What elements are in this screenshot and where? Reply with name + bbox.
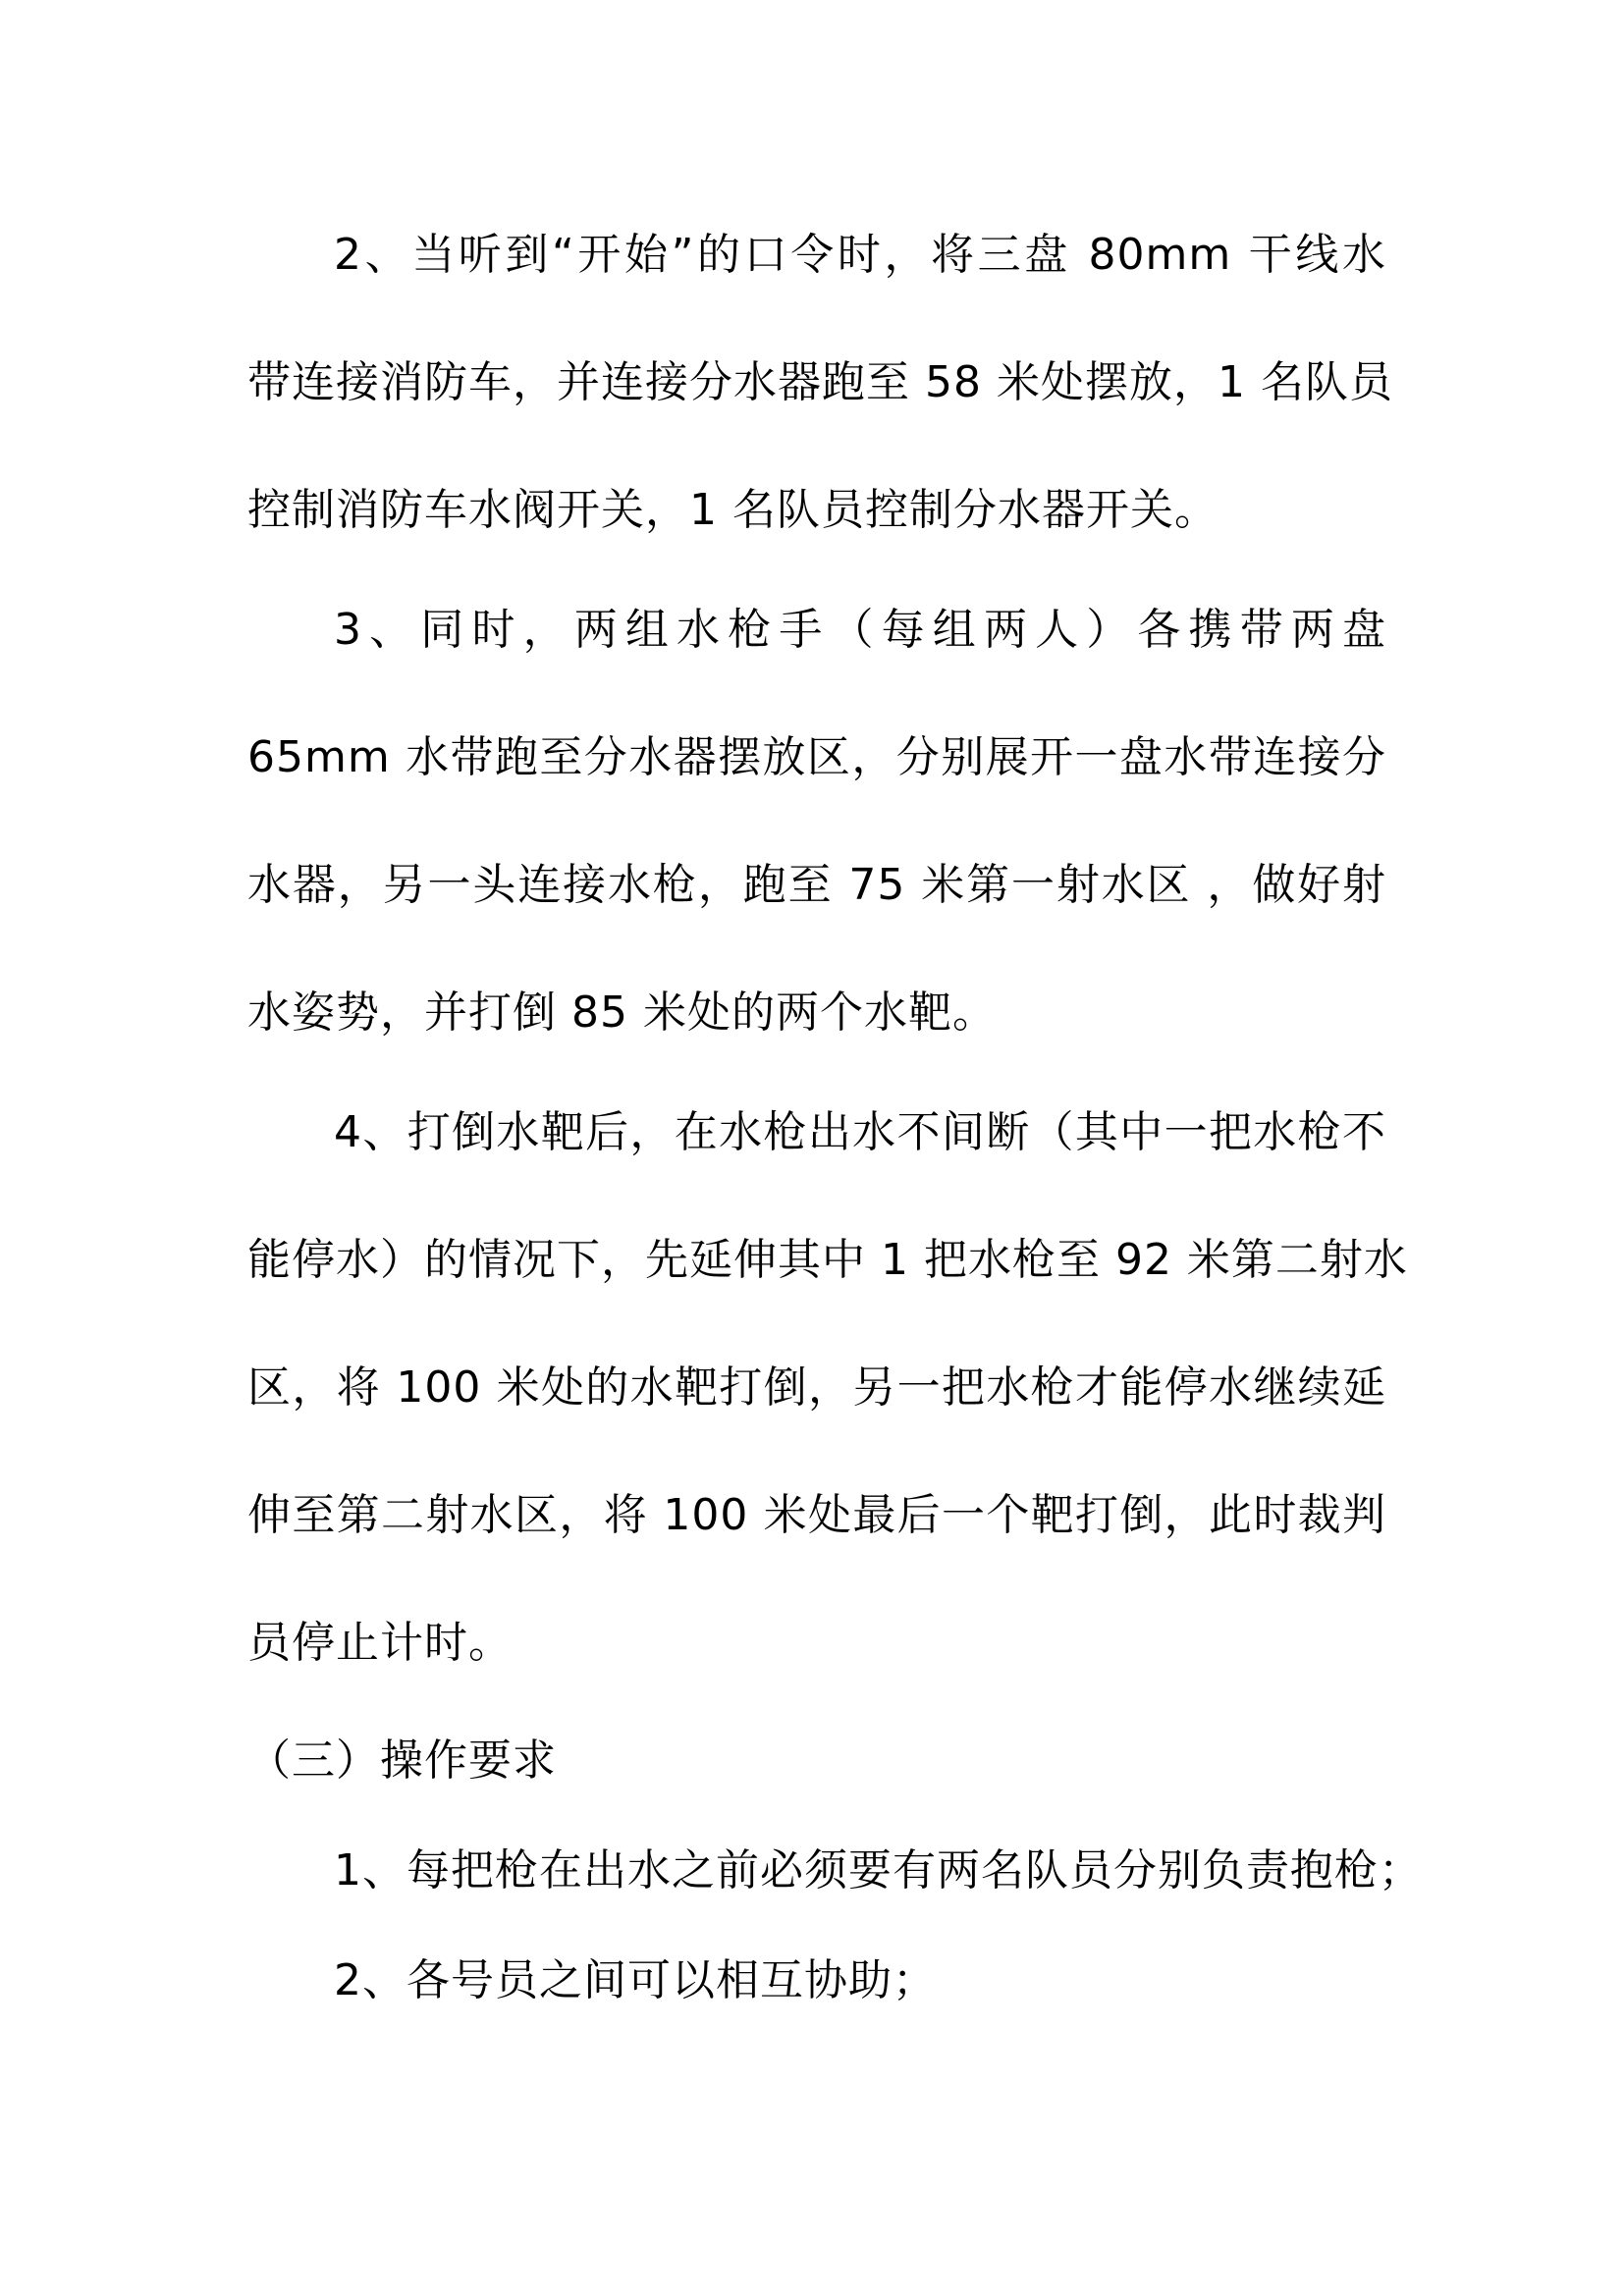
paragraph-3-line-3: 水器，另一头连接水枪，跑至 75 米第一射水区 ，做好射 [247, 860, 1386, 910]
paragraph-2-line-1: 2、当听到“开始”的口令时，将三盘 80mm 干线水 [334, 230, 1386, 280]
requirement-item-2: 2、各号员之间可以相互协助； [334, 1955, 937, 2005]
paragraph-2-line-2: 带连接消防车，并连接分水器跑至 58 米处摆放，1 名队员 [247, 357, 1393, 407]
section-heading: （三）操作要求 [247, 1735, 557, 1786]
paragraph-4-line-3: 区，将 100 米处的水靶打倒，另一把水枪才能停水继续延 [247, 1362, 1386, 1413]
paragraph-4-line-1: 4、打倒水靶后，在水枪出水不间断（其中一把水枪不 [334, 1107, 1386, 1157]
paragraph-4-line-4: 伸至第二射水区，将 100 米处最后一个靶打倒，此时裁判 [247, 1490, 1386, 1540]
requirement-item-1: 1、每把枪在出水之前必须要有两名队员分别负责抱枪； [334, 1845, 1423, 1896]
paragraph-2-line-3: 控制消防车水阀开关，1 名队员控制分水器开关。 [247, 485, 1218, 535]
paragraph-3-line-2: 65mm 水带跑至分水器摆放区，分别展开一盘水带连接分 [247, 732, 1386, 782]
paragraph-4-line-2: 能停水）的情况下，先延伸其中 1 把水枪至 92 米第二射水 [247, 1235, 1408, 1285]
paragraph-3-line-4: 水姿势，并打倒 85 米处的两个水靶。 [247, 988, 997, 1038]
paragraph-3-line-1: 3、同时，两组水枪手（每组两人）各携带两盘 [334, 605, 1386, 655]
paragraph-4-line-5: 员停止计时。 [247, 1618, 513, 1668]
